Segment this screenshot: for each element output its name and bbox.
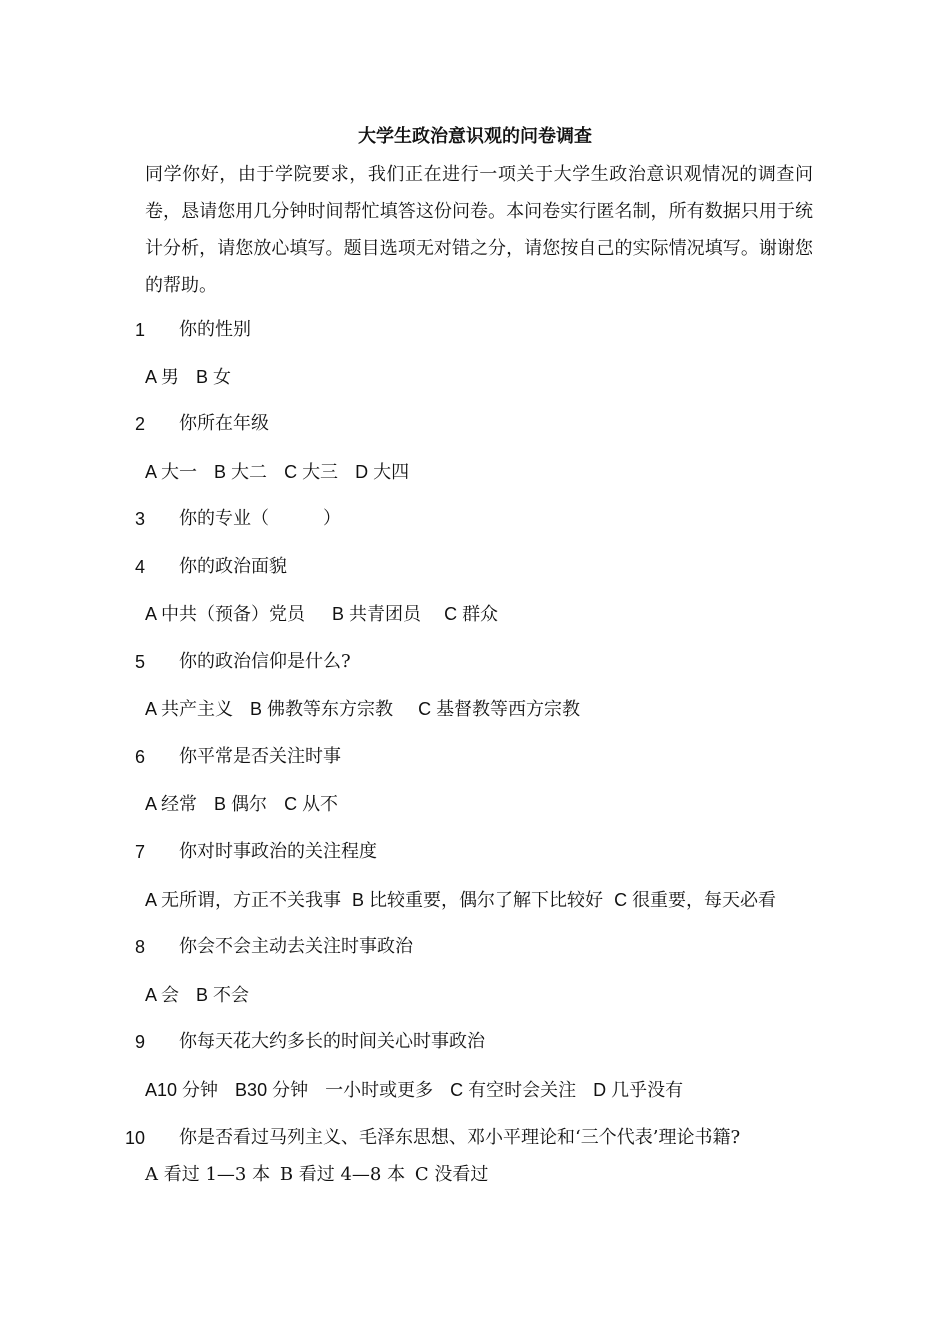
question-text: 你的政治信仰是什么? bbox=[179, 651, 351, 672]
question-5 bbox=[0, 648, 950, 676]
option-c: C 很重要，每天必看 bbox=[614, 890, 777, 910]
question-2-options bbox=[145, 458, 421, 486]
option-a: A 男 bbox=[145, 367, 180, 387]
question-8 bbox=[0, 933, 950, 961]
question-number: 5 bbox=[134, 652, 145, 672]
question-5-options bbox=[145, 695, 592, 723]
document-title: 大学生政治意识观的问卷调查 bbox=[358, 126, 592, 147]
question-3 bbox=[0, 505, 950, 533]
option-b: B 佛教等东方宗教 bbox=[250, 699, 394, 719]
question-text: 你的专业（ ） bbox=[179, 508, 341, 529]
question-text: 你的性别 bbox=[179, 319, 251, 340]
question-4 bbox=[0, 553, 950, 581]
question-9-options bbox=[145, 1076, 695, 1104]
question-10 bbox=[0, 1124, 950, 1152]
option-a: A 看过 1—3 本 bbox=[145, 1164, 271, 1185]
question-text: 你的政治面貌 bbox=[179, 556, 287, 577]
option-b: B 不会 bbox=[196, 985, 250, 1005]
question-7 bbox=[0, 838, 950, 866]
question-1 bbox=[0, 316, 950, 344]
question-number: 6 bbox=[134, 747, 145, 767]
question-number: 2 bbox=[134, 414, 145, 434]
option-c: C 没看过 bbox=[414, 1164, 489, 1185]
question-number: 10 bbox=[124, 1128, 145, 1148]
question-text: 你会不会主动去关注时事政治 bbox=[179, 936, 413, 957]
question-1-options bbox=[145, 363, 243, 391]
question-4-options bbox=[145, 600, 510, 628]
question-text: 你平常是否关注时事 bbox=[179, 746, 341, 767]
question-number: 7 bbox=[134, 842, 145, 862]
question-9 bbox=[0, 1028, 950, 1056]
option-a: A 共产主义 bbox=[145, 699, 234, 719]
question-text: 你所在年级 bbox=[179, 413, 269, 434]
question-text: 你对时事政治的关注程度 bbox=[179, 841, 377, 862]
option-b-extra: 一小时或更多 bbox=[325, 1080, 434, 1100]
question-number: 8 bbox=[134, 937, 145, 957]
option-a: A 经常 bbox=[145, 794, 198, 814]
option-b: B 比较重要，偶尔了解下比较好 bbox=[352, 890, 604, 910]
option-b: B 大二 bbox=[214, 462, 268, 482]
question-number: 4 bbox=[134, 557, 145, 577]
option-c: C 群众 bbox=[444, 604, 499, 624]
option-b: B 看过 4—8 本 bbox=[279, 1164, 406, 1185]
question-7-options bbox=[145, 886, 776, 914]
question-number: 9 bbox=[134, 1032, 145, 1052]
question-6 bbox=[0, 743, 950, 771]
question-text: 你是否看过马列主义、毛泽东思想、邓小平理论和‘三个代表’理论书籍? bbox=[179, 1127, 741, 1148]
option-a: A 中共（预备）党员 bbox=[145, 604, 306, 624]
option-b: B 偶尔 bbox=[214, 794, 268, 814]
intro-paragraph: 同学你好，由于学院要求，我们正在进行一项关于大学生政治意识观情况的调查问卷，恳请您用几分钟时间帮忙填答这份问卷。本问卷实行匿名制，所有数据只用于统计分析，请您放心填写。题目选项无对错之分，请您按自己的实际情况填写。谢谢您的帮助。 bbox=[145, 164, 813, 296]
option-d: D 大四 bbox=[355, 462, 410, 482]
option-b: B30 分钟 bbox=[235, 1080, 309, 1100]
option-c: C 基督教等西方宗教 bbox=[418, 699, 581, 719]
option-a: A10 分钟 bbox=[145, 1080, 219, 1100]
option-c: C 从不 bbox=[284, 794, 339, 814]
question-6-options bbox=[145, 790, 350, 818]
option-b: B 共青团员 bbox=[332, 604, 422, 624]
option-a: A 会 bbox=[145, 985, 180, 1005]
option-a: A 大一 bbox=[145, 462, 198, 482]
option-b: B 女 bbox=[196, 367, 232, 387]
question-10-options bbox=[145, 1161, 500, 1189]
question-number: 3 bbox=[134, 509, 145, 529]
option-c: C 有空时会关注 bbox=[450, 1080, 577, 1100]
option-c: C 大三 bbox=[284, 462, 339, 482]
question-8-options bbox=[145, 981, 261, 1009]
option-d: D 几乎没有 bbox=[593, 1080, 684, 1100]
option-a: A 无所谓，方正不关我事 bbox=[145, 890, 342, 910]
question-text: 你每天花大约多长的时间关心时事政治 bbox=[179, 1031, 485, 1052]
question-number: 1 bbox=[134, 320, 145, 340]
question-2 bbox=[0, 410, 950, 438]
